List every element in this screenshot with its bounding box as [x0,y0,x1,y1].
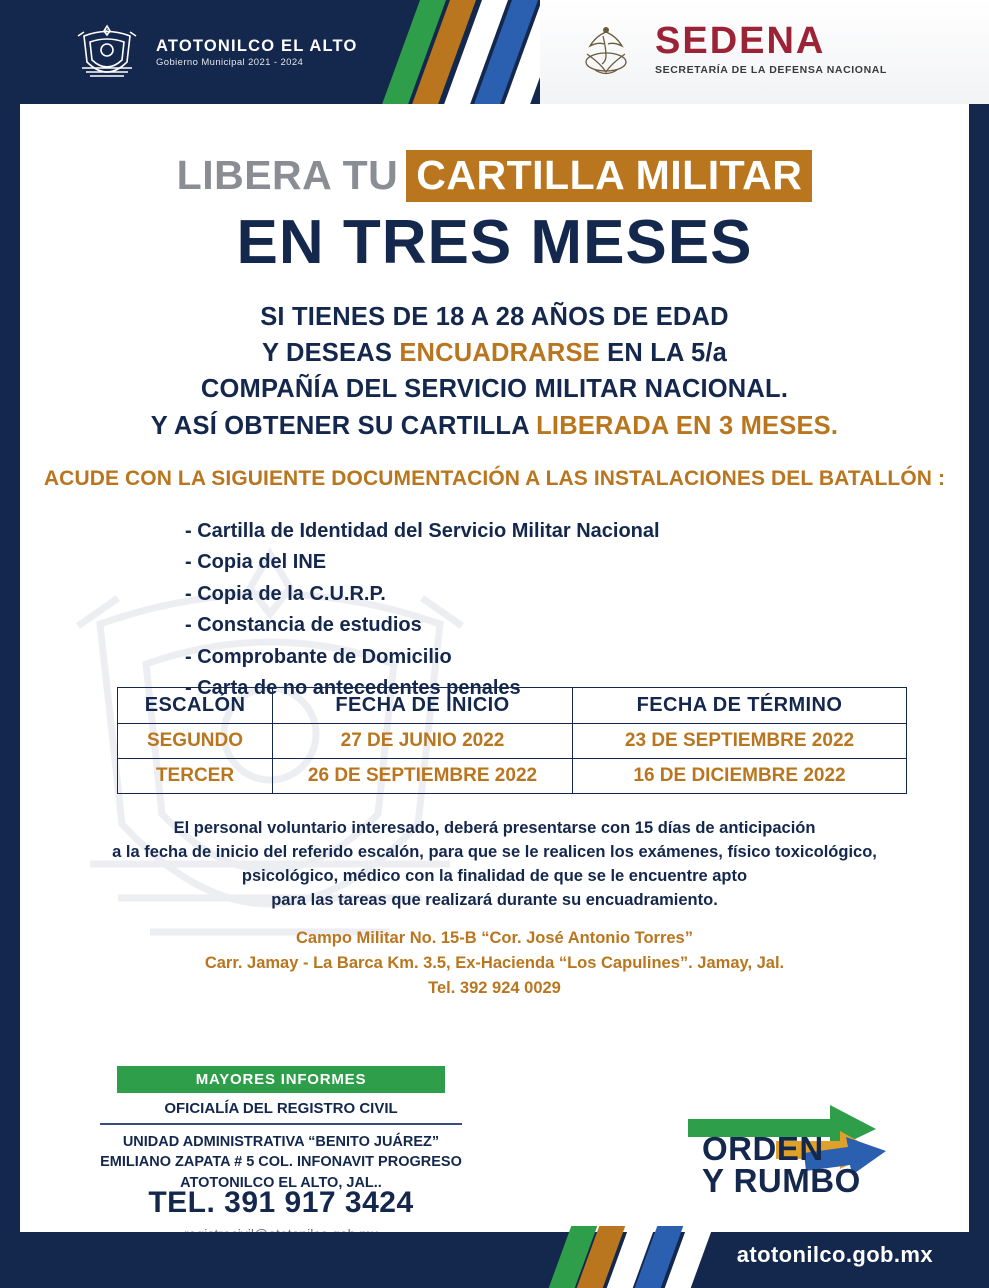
table-header-cell: FECHA DE TÉRMINO [573,688,907,724]
documents-list [185,516,660,704]
header [0,0,989,104]
table-cell: 16 DE DICIEMBRE 2022 [573,759,907,794]
table-cell: 27 DE JUNIO 2022 [273,724,573,759]
note-line: psicológico, médico con la finalidad de que se le encuentre apto [241,866,748,885]
municipal-crest-icon [72,22,142,84]
subtitle-line-3: COMPAÑÍA DEL SERVICIO MILITAR NACIONAL. [200,375,789,404]
address-line: UNIDAD ADMINISTRATIVA “BENITO JUÁREZ” [122,1134,440,1150]
note-line: para las tareas que realizará durante su encuadramiento. [271,890,718,909]
list-item: - Copia de la C.U.R.P. [185,582,386,605]
poster-body [20,104,969,1232]
svg-text:K: K [104,29,110,35]
subtitle-line-4a: Y ASÍ OBTENER SU CARTILLA [150,411,537,440]
list-item: - Carta de no antecedentes penales [185,676,521,699]
footer-bar [0,1232,989,1280]
website-url[interactable]: atotonilco.gob.mx [736,1242,933,1267]
table-cell: SEGUNDO [118,724,273,759]
table-cell: 26 DE SEPTIEMBRE 2022 [273,759,573,794]
subtitle-line-4 [20,408,969,444]
orden-y-rumbo-text [702,1130,861,1199]
table-cell: 23 DE SEPTIEMBRE 2022 [573,724,907,759]
municipal-branding [72,22,358,84]
list-item: - Constancia de estudios [185,614,422,637]
subtitle-line-2b: ENCUADRARSE [399,339,600,368]
note-line: a la fecha de inicio del referido escalón, para que se le realicen los exámenes, físico toxicológico, [112,842,877,861]
note-line: El personal voluntario interesado, deberá presentarse con 15 días de anticipación [173,819,816,837]
civil-registry-office: OFICIALÍA DEL REGISTRO CIVIL [164,1100,398,1117]
sedena-branding [575,20,887,78]
municipality-name: ATOTONILCO EL ALTO [156,37,358,56]
address-line: Carr. Jamay - La Barca Km. 3.5, Ex-Hacienda “Los Capulines”. Jamay, Jal. [204,953,785,972]
office-phone: TEL. 391 917 3424 [148,1186,414,1219]
address-line: EMILIANO ZAPATA # 5 COL. INFONAVIT PROGRESO [100,1154,462,1171]
office-address [80,1132,482,1193]
divider [100,1123,462,1125]
table-header-row [118,688,907,724]
subtitle-line-1: SI TIENES DE 18 A 28 AÑOS DE EDAD [260,303,729,331]
table-header-cell: ESCALÓN [118,688,273,724]
table-row [118,759,907,794]
sedena-subtitle: SECRETARÍA DE LA DEFENSA NACIONAL [655,63,887,76]
page-title-line2: EN TRES MESES [236,208,753,277]
municipality-period: Gobierno Municipal 2021 - 2024 [156,57,304,69]
mexican-eagle-icon [575,20,637,78]
sedena-title: SEDENA [655,20,826,63]
table-header-cell: FECHA DE INICIO [273,688,573,724]
documentation-heading: ACUDE CON LA SIGUIENTE DOCUMENTACIÓN A LAS INSTALACIONES DEL BATALLÓN : [43,467,946,490]
title-highlight: CARTILLA MILITAR [406,150,812,202]
title-plain: LIBERA TU [176,152,399,198]
logo-line-2: Y RUMBO [702,1161,861,1199]
table-cell: TERCER [118,759,273,794]
military-address [20,926,969,1000]
orden-y-rumbo-logo [680,1089,930,1209]
subtitle-line-2 [20,335,969,371]
subtitle-line-4b: LIBERADA EN 3 MESES. [536,411,839,440]
list-item: - Cartilla de Identidad del Servicio Militar Nacional [185,520,660,542]
table-row [118,724,907,759]
subtitle-block [20,299,969,444]
more-info-banner: MAYORES INFORMES [117,1066,445,1093]
list-item: - Comprobante de Domicilio [185,645,452,668]
address-line: ATOTONILCO EL ALTO, JAL.. [180,1174,382,1191]
subtitle-line-2c: EN LA 5/a [599,339,728,368]
address-line: Campo Militar No. 15-B “Cor. José Antonio Torres” [296,929,693,947]
subtitle-line-2a: Y DESEAS [261,339,400,368]
address-line: Tel. 392 924 0029 [428,978,561,997]
note-block [20,817,969,913]
page-title-line1 [20,152,969,199]
schedule-table [117,687,907,794]
list-item: - Copia del INE [185,551,327,574]
logo-line-1: ORDEN [702,1130,824,1167]
